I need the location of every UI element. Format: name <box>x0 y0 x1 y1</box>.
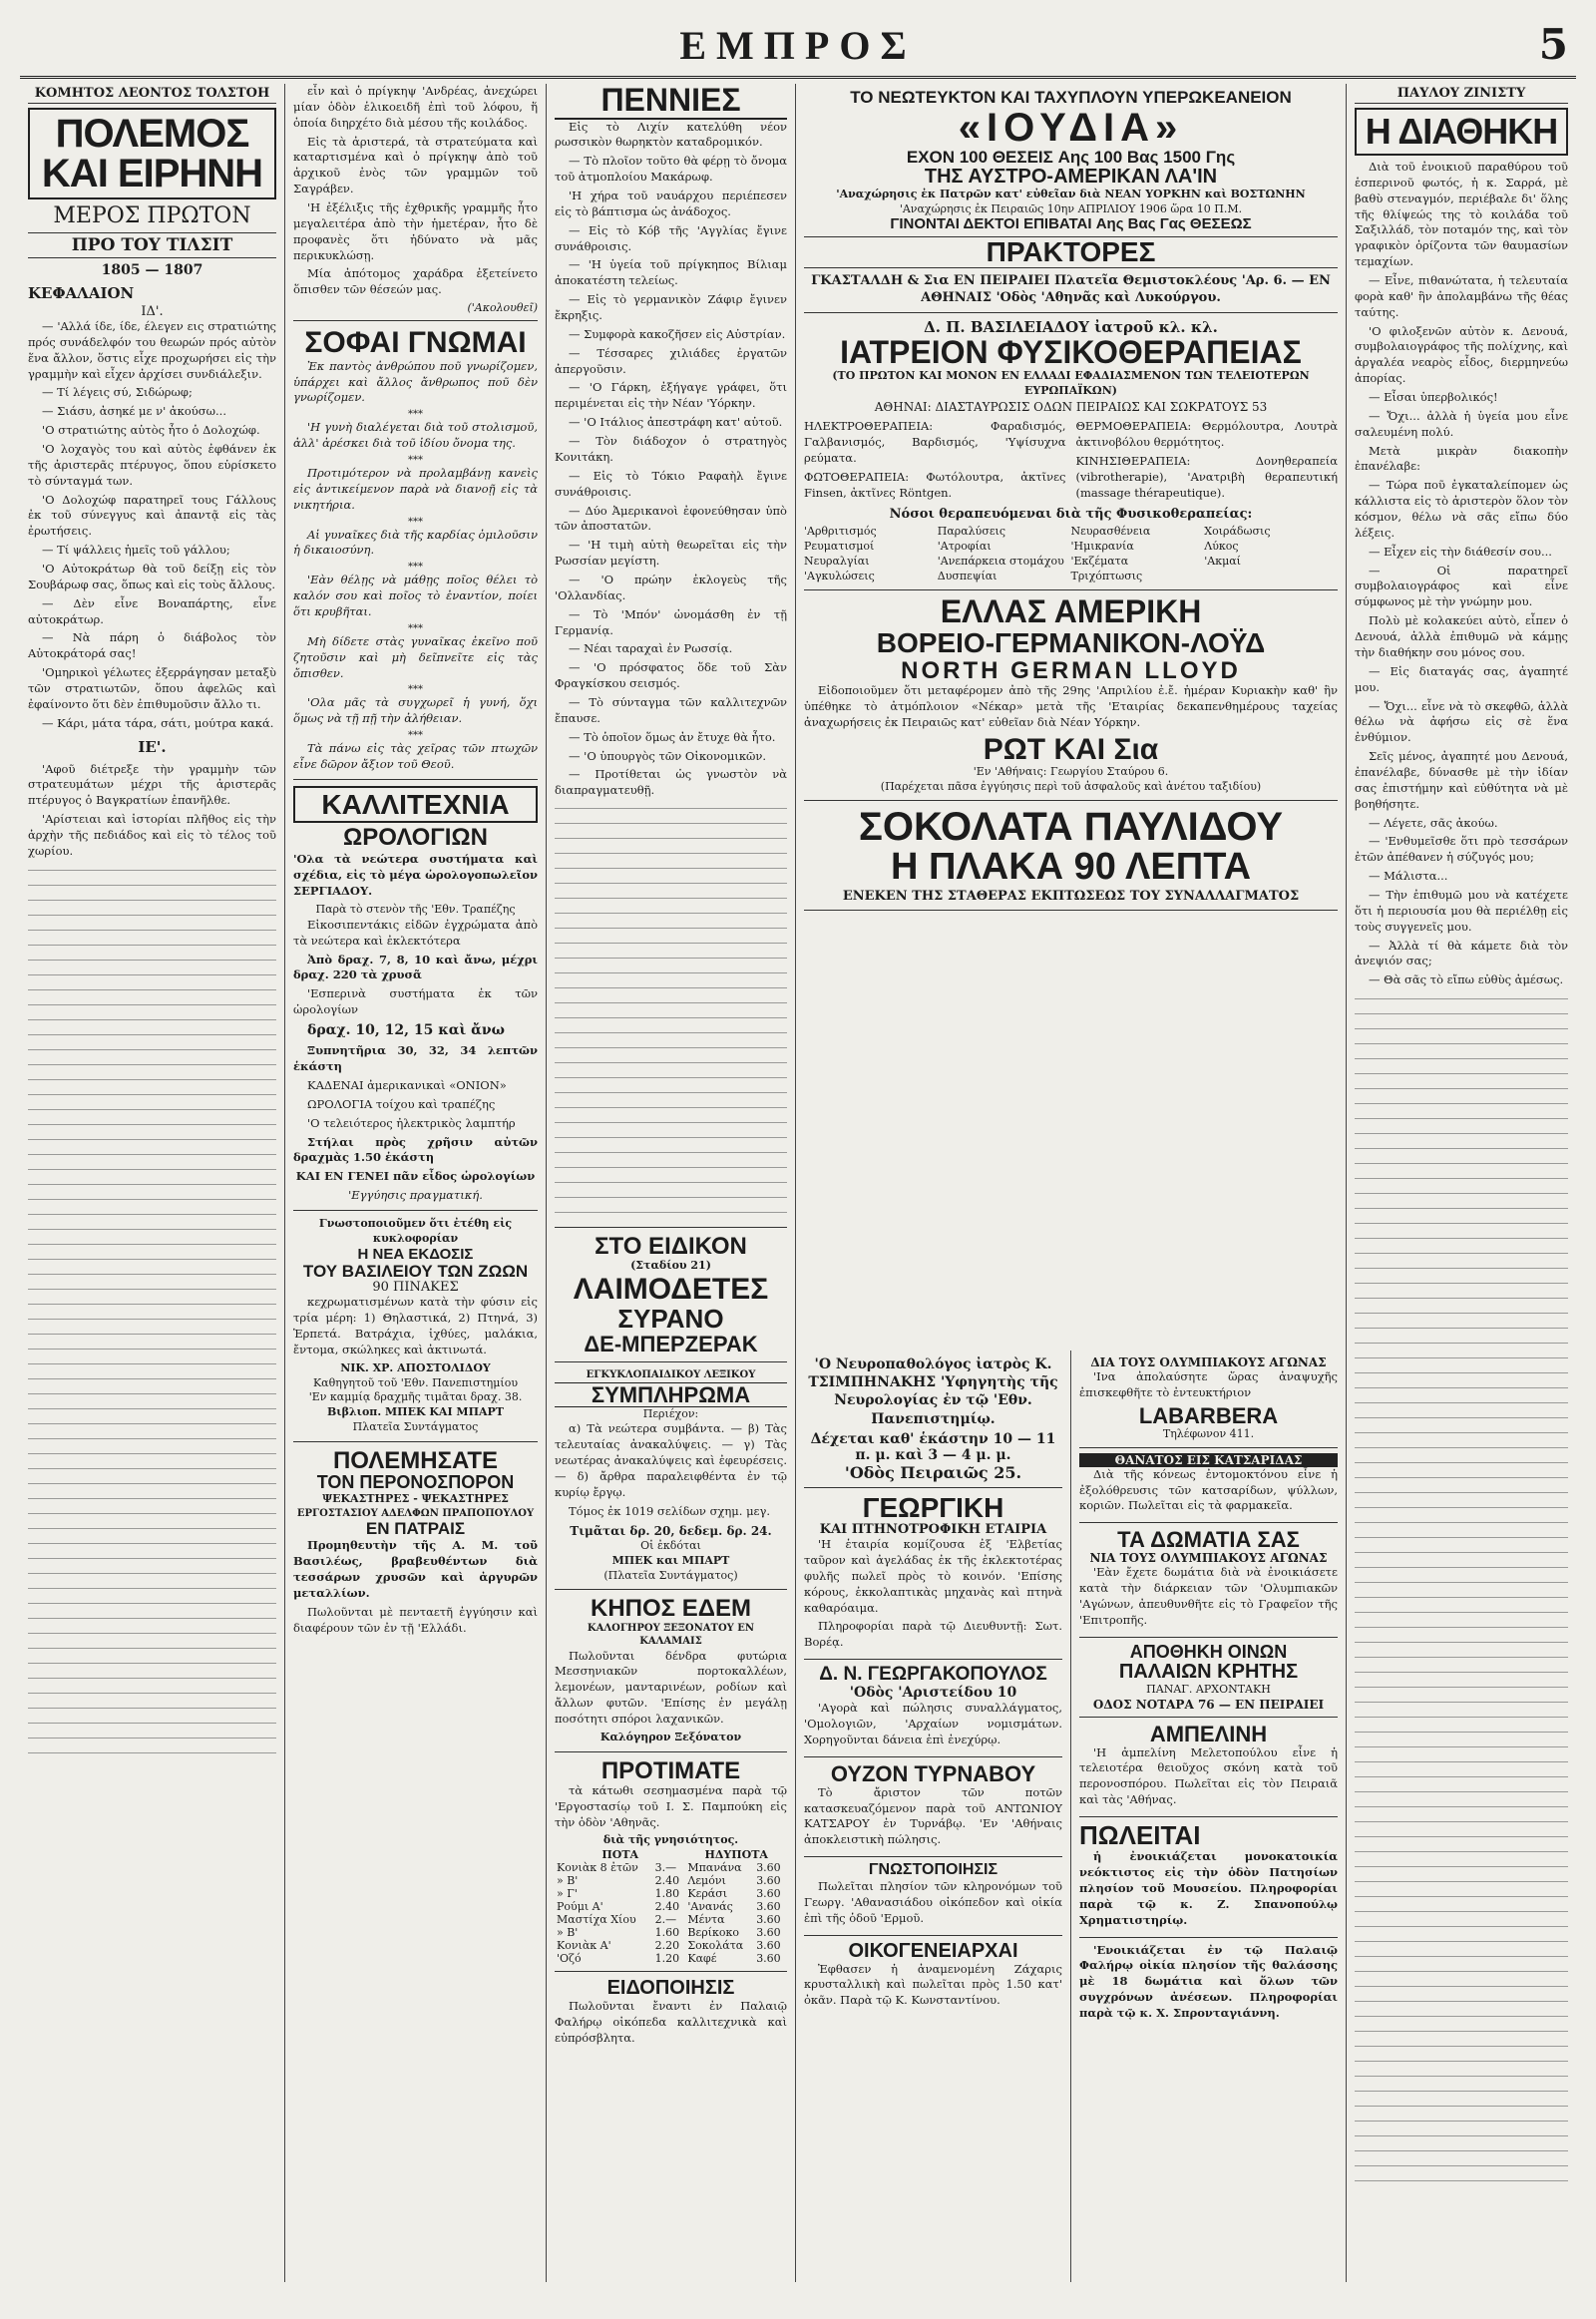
news-item: — 'Ο πρόσφατος ὅδε τοῦ Σὰν Φραγκίσκου σεισμός. <box>555 660 787 691</box>
announcement-ad <box>804 1857 1062 1935</box>
news-item: — 'Η ὑγεία τοῦ πρίγκηπος Βίλιαμ ἀποκατέστη τελείως. <box>555 257 787 288</box>
serial-subtitle: ΠΡΟ ΤΟΥ ΤΙΛΣΙΤ <box>28 232 276 258</box>
serial-author-2: ΠΑΥΛΟΥ ΖΙΝΙΣΤΥ <box>1355 84 1568 104</box>
tie-ad-top: ΣΤΟ ΕΙΔΙΚΟΝ <box>595 1233 747 1261</box>
news-item: 'Η χήρα τοῦ ναυάρχου περιέπεσεν εἰς τὸ βάπτισμα ὡς ἀνάδοχος. <box>555 189 787 218</box>
rent-text: 'Ενοικιάζεται ἐν τῷ Παλαιῷ Φαλήρῳ οἰκία πλησίον τῆς θαλάσσης μὲ 18 δωμάτια καὶ ὅλων τῶν συγχρόνων ἀνέσεων. Πληροφορίαι παρὰ τῷ κ. Χ. Σπρονταγιάννη. <box>1079 1942 1338 2021</box>
watch-ad-subtitle: ΩΡΟΛΟΓΙΩΝ <box>343 824 488 852</box>
agri-title: ΓΕΩΡΓΙΚΗ <box>862 1491 1004 1523</box>
agri-text: 'Η ἑταιρία κομίζουσα ἐξ 'Ελβετίας ταῦρον καὶ ἀγελάδας ἐκ τῆς ἐκλεκτοτέρας φυλῆς πωλεῖ πρὸς τὸ κοινόν. 'Επίσης κόρους, ἐκκολαπτικὰς μηχανὰς καὶ πτηνὰ καθαρόαιμα. <box>804 1537 1062 1615</box>
news-item: — 'Ο πρώην ἐκλογεὺς τῆς 'Ολλανδίας. <box>555 572 787 602</box>
news-item: — 'Ο ὑπουργὸς τῶν Οἰκονομικῶν. <box>569 748 767 763</box>
maxims-list: Ἐκ παντὸς ἀνθρώπου ποῦ γνωρίζομεν, ὑπάρχει καὶ ἄλλος ἄνθρωπος ποῦ δὲν γνωρίζομεν. *** 'Η γυνὴ διαλέγεται διὰ τοῦ στολισμοῦ, ἀλλ' ἀρέσκει διὰ τοῦ ἰδίου ὄνομα της. *** Προτιμότερον νὰ προλαμβάνῃ κανεὶς εἰς ἀντικείμενον παρὰ νὰ διανοῇ εἰς τὰ νικητήρια. *** Αἱ γυναῖκες διὰ τῆς καρδίας ὁμιλοῦσιν ἡ δικαιοσύνη. *** 'Εὰν θέλῃς νὰ μάθῃς ποῖος θέλει τὸ καλόν σου καὶ ποῖος τὸ ἐναντίον, ποίει ὅτι κρυβῆται. *** Μὴ δίδετε στὰς γυναῖκας ἐκεῖνο ποῦ ζητοῦσιν καὶ μὴ δεῖπνεῖτε εἰς τὰς ὄπισθεν. *** 'Ολα μᾶς τὰ συγχωρεῖ ἡ γυνή, ὅχι ὅμως νὰ τῇ πῇ τὴν ἀλήθειαν. *** Τὰ πάνω εἰς τὰς χεῖρας τῶν πτωχῶν εἶνε δῶρον ἄξιον τοῦ Θεοῦ. <box>293 358 538 771</box>
sprayer-ad-footer: Πωλοῦνται μὲ πενταετῆ ἐγγύησιν καὶ διαφέρουν τῶν ἐν τῇ 'Ελλάδι. <box>293 1604 538 1635</box>
paragraph: — Ὄχι... ἀλλὰ ἡ ὑγεία μου εἶνε σαλευμένη πολύ. <box>1355 408 1568 439</box>
maxim: Ἐκ παντὸς ἀνθρώπου ποῦ γνωρίζομεν, ὑπάρχει καὶ ἄλλος ἄνθρωπος ποῦ δὲν γνωρίζομεν. <box>293 358 538 405</box>
ampelini-ad <box>1079 1718 1338 1818</box>
book-shop: Βιβλιοπ. ΜΠΕΚ ΚΑΙ ΜΠΑΡΤ <box>327 1405 504 1419</box>
news-item: — Δύο Ἀμερικανοὶ ἐφονεύθησαν ὑπὸ τῶν ἀποστατῶν. <box>555 503 787 534</box>
news-item: — Τέσσαρες χιλιάδες ἐργατῶν ἀπεργοῦσιν. <box>555 345 787 376</box>
sale-title: ΠΩΛΕΙΤΑΙ <box>1079 1820 1201 1851</box>
clinic-title: ΙΑΤΡΕΙΟΝ ΦΥΣΙΚΟΘΕΡΑΠΕΙΑΣ <box>840 333 1302 370</box>
paragraph: Μετὰ μικρὰν διακοπὴν ἐπανέλαβε: <box>1355 443 1568 474</box>
agri-subtitle: ΚΑΙ ΠΤΗΝΟΤΡΟΦΙΚΗ ΕΤΑΙΡΙΑ <box>819 1522 1047 1538</box>
table-row: » Β' 2.40 Λεμόνι 3.60 <box>557 1874 781 1888</box>
paragraph: — Θὰ σᾶς τὸ εἴπω εὐθὺς ἀμέσως. <box>1369 972 1564 987</box>
lloyd-note: (Παρέχεται πᾶσα ἐγγύησις περὶ τοῦ ἀσφαλοῦς καὶ ἀνέτου ταξιδίου) <box>880 779 1262 793</box>
diseases-list: 'Αρθριτισμός Παραλύσεις Νευρασθένεια Χοιράδωσις Ρευματισμοί 'Ατροφίαι 'Ημικρανία Λύκος Νευραλγίαι 'Ανεπάρκεια στομάχου 'Εκζέματα 'Ακμαί 'Αγκυλώσεις Δυσπεψίαι Τριχόπτωσις <box>804 525 1271 582</box>
news-item: — Νέαι ταραχαὶ ἐν Ρωσσίᾳ. <box>569 641 733 656</box>
liquor-ad-text: τὰ κάτωθι σεσημασμένα παρὰ τῷ 'Εργοστασίῳ τοῦ Ι. Σ. Παμπούκη εἰς τὴν ὁδὸν 'Αθηνᾶς. <box>555 1782 787 1829</box>
ship-note: ΓΙΝΟΝΤΑΙ ΔΕΚΤΟΙ ΕΠΙΒΑΤΑΙ Aης Bας Γας ΘΕΣΕΩΣ <box>890 215 1252 233</box>
news-item: — 'Η τιμὴ αὐτὴ θεωρεῖται εἰς τὴν Ρωσσίαν μεγίστη. <box>555 538 787 569</box>
serial-body-2 <box>1355 160 1568 988</box>
paragraph: Μία ἀπότομος χαράδρα ἐξετείνετο ὅπισθεν τῶν θέσεών μας. <box>293 266 538 297</box>
book-count: 90 ΠΙΝΑΚΕΣ <box>372 1280 459 1296</box>
ship-route: 'Αναχώρησις ἐκ Πατρῶν κατ' εὐθεῖαν διὰ ΝΕΑΝ ΥΟΡΚΗΝ καὶ ΒΟΣΤΩΝΗΝ <box>836 187 1306 200</box>
paragraph: Διὰ τοῦ ἐνοικιοῦ παραθύρου τοῦ ἑσπερινοῦ φωτός, ἡ κ. Σαρρά, μὲ βαθὺ στεναγμόν, περιέβαλε δι' ὅλης τῆς θλίψεώς της τὸ κοιλάδα τοῦ Σαξιλλάδ, τὸν ποταμόν της, καὶ τὸν γραφικὸν ὁρίζοντα τῶν θαυμασίων τεμαχίων. <box>1355 160 1568 269</box>
paragraph: 'Ομηρικοὶ γέλωτες ἐξερράγησαν μεταξὺ τῶν στρατιωτῶν, ὅπου ἀφελῶς καὶ ἐφαίνοντο ὅτι δὲν ἐπιθυμοῦσιν ἄλλο τι. <box>28 665 276 711</box>
column-5 <box>1347 84 1576 2282</box>
news-item: Εἰς τὸ Λιχίν κατελύθη νέον ρωσσικὸν θωρηκτὸν καταδρομικόν. <box>555 119 787 150</box>
garden-ad-text: Πωλοῦνται δένδρα φυτώρια Μεσσηνιακῶν πορτοκαλλέων, λεμονέων, μανταρινέων, ροδίων καὶ ἄλλων φυτῶν. 'Επίσης ἐν μεγάλῃ ποσότητι σπόροι λαχανικῶν. <box>555 1648 787 1726</box>
paragraph: 'Ο Δολοχώφ παρατηρεῖ τους Γάλλους ἐκ τοῦ σύνεγγυς καὶ ἀπαντᾷ εἰς τὰς ἐρωτήσεις. <box>28 492 276 539</box>
lexicon-publisher-address: (Πλατεῖα Συντάγματος) <box>603 1568 738 1582</box>
watch-item: Ἀπὸ δραχ. 7, 8, 10 καὶ ἄνω, μέχρι δραχ. 220 τὰ χρυσᾶ <box>293 952 538 982</box>
tie-ad-main-2: ΣΥΡΑΝΟ <box>617 1303 724 1334</box>
neurologist-address: 'Οδὸς Πειραιῶς 25. <box>844 1462 1022 1482</box>
olympic-phone: Τηλέφωνον 411. <box>1162 1426 1255 1440</box>
tie-ad-address: (Σταδίου 21) <box>630 1259 711 1273</box>
lloyd-heading: ΕΛΛΑΣ ΑΜΕΡΙΚΗ <box>940 592 1202 629</box>
lexicon-volume: Τόμος ἐκ 1019 σελίδων σχημ. μεγ. <box>569 1503 771 1518</box>
table-row: 'Οζό 1.20 Καφέ 3.60 <box>557 1952 781 1966</box>
paragraph: — 'Αλλά ίδε, ίδε, έλεγεν εις στρατιώτης πρός συνάδελφόν του θεωρών πρός αὐτὸν ἕνα ἄλλον, ὅστις εἶχε προχωρήσει εἰς τὴν γραμμὴν καὶ εἶχεν ἀρχίσει συνδιάλεξιν. <box>28 319 276 381</box>
chocolate-subtitle: ΕΝΕΚΕΝ ΤΗΣ ΣΤΑΘΕΡΑΣ ΕΚΠΤΩΣΕΩΣ ΤΟΥ ΣΥΝΑΛΛΑΓΜΑΤΟΣ <box>842 888 1300 904</box>
paragraph: — Δὲν εἶνε Βοναπάρτης, εἶνε αὐτοκράτωρ. <box>28 595 276 626</box>
sale-text: ἡ ἐνοικιάζεται μονοκατοικία νεόκτιστος εἰς τὴν ὁδὸν Πατησίων πλησίον τοῦ Μουσείου. Πληροφορίαι παρὰ τῷ κ. Ζ. Σπανοπούλῳ Χρηματιστηρίῳ. <box>1079 1849 1338 1927</box>
watch-item: δραχ. 10, 12, 15 καὶ ἄνω <box>307 1022 505 1039</box>
chocolate-ad <box>804 801 1338 911</box>
paragraph: — Σιάσυ, ἀσηκέ με ν' ἀκούσω... <box>42 404 226 419</box>
news-item: — Τὸ ὁποῖον ὅμως ἀν ἔτυχε θὰ ἦτο. <box>569 729 776 744</box>
maxims-title: ΣΟΦΑΙ ΓΝΩΜΑΙ <box>304 326 527 360</box>
wine-owner: ΠΑΝΑΓ. ΑΡΧΟΝΤΑΚΗ <box>1146 1682 1271 1696</box>
lloyd-agents-address: 'Εν 'Αθήναις: Γεωργίου Σταύρου 6. <box>973 765 1169 778</box>
exchange-text: 'Αγορὰ καὶ πώλησις συναλλάγματος, 'Ομολογιῶν, 'Αρχαίων νομισμάτων. Χορηγοῦνται δάνεια ἐπὶ ἐνεχύρῳ. <box>804 1701 1062 1746</box>
paragraph: — Εἶχεν εἰς τὴν διάθεσίν σου... <box>1369 544 1552 559</box>
sprayer-ad-sub-1: ΨΕΚΑΣΤΗΡΕΣ - ΨΕΚΑΣΤΗΡΕΣ <box>322 1492 509 1506</box>
column-4-right <box>1071 1351 1346 2282</box>
paragraph: Εἰς τὰ ἀριστερά, τὰ στρατεύματα καὶ καταρτισμένα καὶ ὁ πρίγκηψ ἀπὸ τοῦ ἀρχικοῦ ἐνὸς τῶν γραμμῶν τοῦ Σαγράβεν. <box>293 134 538 196</box>
newspaper-title: ΕΜΠΡΟΣ <box>679 23 917 68</box>
to-be-continued: ('Ακολουθεῖ) <box>467 301 538 315</box>
sugar-title: ΟΙΚΟΓΕΝΕΙΑΡΧΑΙ <box>848 1939 1018 1962</box>
text-continuation <box>28 864 276 1761</box>
liquor-ad-title: ΠΡΟΤΙΜΑΤΕ <box>600 1756 741 1784</box>
ampelini-text: 'Η ἀμπελίνη Μελετοπούλου εἶνε ἡ τελειοτέρα θειοῦχος σκόνη κατὰ τοῦ περονοσπόρου. Πωλεῖται εἰς τὸν Πειραιᾶ καὶ τὰς 'Αθήνας. <box>1079 1744 1338 1807</box>
sprayer-ad-title-1: ΠΟΛΕΜΗΣΑΤΕ <box>332 1447 499 1474</box>
agents-title: ΠΡΑΚΤΟΡΕΣ <box>804 236 1338 267</box>
watch-item: Ξυπνητῆρια 30, 32, 34 λεπτῶν ἑκάστη <box>293 1043 538 1074</box>
agri-ad <box>804 1488 1062 1660</box>
watch-item: 'Εσπερινὰ συστήματα ἐκ τῶν ὡρολογίων <box>293 986 538 1017</box>
paragraph: — Εἶνε, πιθανώτατα, ἡ τελευταία φορὰ καθ' ἣν ἀπολαμβάνω τῆς θέας ταύτης. <box>1355 273 1568 319</box>
sprayer-ad-city: ΕΝ ΠΑΤΡΑΙΣ <box>365 1519 466 1539</box>
paragraph: — Τὴν ἐπιθυμῶ μου νὰ κατέχετε ὅτι ἡ περιουσία μου θὰ περιέλθῃ εἰς τοὺς συγγενεῖς μου. <box>1355 887 1568 934</box>
paragraph: — Εἰς διαταγάς σας, ἀγαπητέ μου. <box>1355 663 1568 694</box>
maxim: Αἱ γυναῖκες διὰ τῆς καρδίας ὁμιλοῦσιν ἡ δικαιοσύνη. <box>293 527 538 558</box>
insecticide-title: ΘΑΝΑΤΟΣ ΕΙΣ ΚΑΤΣΑΡΙΔΑΣ <box>1079 1453 1338 1467</box>
lexicon-publisher-name: ΜΠΕΚ και ΜΠΑΡΤ <box>611 1553 730 1567</box>
book-author-title: Καθηγητοῦ τοῦ 'Εθν. Πανεπιστημίου <box>312 1375 519 1389</box>
paragraph: 'Ο φιλοξενῶν αὐτὸν κ. Δενουά, συμβολαιογράφος τῆς πολίχνης, καὶ ἀργαλέα νεαρὸς εἶδος, διερμηνεύω ἀπορίας. <box>1355 323 1568 386</box>
wine-address: ΟΔΟΣ ΝΟΤΑΡΑ 76 — ΕΝ ΠΕΙΡΑΙΕΙ <box>1092 1697 1325 1712</box>
news-item: — Εἰς τὸ Κόβ τῆς 'Αγγλίας ἔγινε συνάθροισις. <box>555 222 787 253</box>
lexicon-contains: Περιέχον: <box>642 1406 699 1420</box>
table-row: » Β' 1.60 Βερίκοκο 3.60 <box>557 1926 781 1940</box>
book-notice: Γνωστοποιοῦμεν ὅτι ἐτέθη εἰς κυκλοφορίαν <box>318 1217 513 1245</box>
news-item: — Συμφορὰ κακοζῆσεν εἰς Αὐστρίαν. <box>569 326 786 341</box>
price-header: ΠΟΤΑ <box>601 1848 639 1862</box>
ouzo-text: Τὸ ἄριστον τῶν ποτῶν κατασκευαζόμενον παρὰ τοῦ ΑΝΤΩΝΙΟΥ ΚΑΤΣΑΡΟΥ ἐν Τυρνάβῳ. 'Εν 'Αθήναις ἀποκλειστικὴ πώλησις. <box>804 1784 1062 1847</box>
column-4-left <box>796 1351 1071 2282</box>
serial-part: ΜΕΡΟΣ ΠΡΩΤΟΝ <box>53 203 251 228</box>
table-row: Ρούμι Α' 2.40 'Ανανάς 3.60 <box>557 1900 781 1914</box>
garden-ad-contact: Καλόγηρον Ξεξόνατον <box>599 1730 742 1743</box>
table-row: Κονιὰκ 8 ἐτῶν 3.— Μπανάνα 3.60 <box>557 1861 781 1875</box>
paragraph: — Ἀλλὰ τί θὰ κάμετε διὰ τὸν ἀνεψιόν σας; <box>1355 938 1568 968</box>
paragraph: εἶν καὶ ὁ πρίγκηψ 'Ανδρέας, ἀνεχώρει μίαν ὁδὸν ἑλικοειδῆ ἐπὶ τοῦ λόφου, ἥ ὁποία διηρχέτο διὰ μέσου τῆς κοιλάδος. <box>293 84 538 130</box>
news-item: — 'Ο Ιτάλιος ἀπεστράφη κατ' αὐτοῦ. <box>569 415 783 430</box>
notice-text: Πωλοῦνται ἔναντι ἐν Παλαιῷ Φαλήρῳ οἰκόπεδα καλλιτεχνικὰ καὶ εὐπρόσβλητα. <box>555 1999 787 2045</box>
maxim: Τὰ πάνω εἰς τὰς χεῖρας τῶν πτωχῶν εἶνε δῶρον ἄξιον τοῦ Θεοῦ. <box>293 741 538 771</box>
clinic-ad <box>804 313 1338 590</box>
news-item: — Εἰς τὸ γερμανικὸν Ζάφιρ ἔγινεν ἔκρηξις. <box>555 292 787 323</box>
garden-ad-subtitle: ΚΑΛΟΓΗΡΟΥ ΞΕΞΟΝΑΤΟΥ ΕΝ ΚΑΛΑΜΑΙΣ <box>587 1622 755 1648</box>
ouzo-title: ΟΥΖΟΝ ΤΥΡΝΑΒΟΥ <box>830 1760 1036 1786</box>
text-continuation <box>555 802 787 1221</box>
page-number: 5 <box>1538 20 1568 69</box>
maxim: Μὴ δίδετε στὰς γυναῖκας ἐκεῖνο ποῦ ζητοῦσιν καὶ μὴ δεῖπνεῖτε εἰς τὰς ὄπισθεν. <box>293 633 538 680</box>
book-text: κεχρωματισμένων κατὰ τὴν φύσιν εἰς τρία μέρη: 1) Θηλαστικά, 2) Πτηνά, 3) Ἑρπετά. Βατράχια, ἰχθύες, μαλάκια, ἔντομα, σκώληκες καὶ ἀκτινωτά. <box>293 1295 538 1356</box>
paragraph: 'Αρίστειαι καὶ ἱστορίαι πλῆθος εἰς τὴν ἀρχὴν τῆς πεδιάδος καὶ εἰς τὸ τέλος τοῦ χωρίου. <box>28 812 276 858</box>
serial-years: 1805 — 1807 <box>101 262 203 278</box>
lexicon-text: α) Τὰ νεώτερα συμβάντα. — β) Τὰς τελευταίας ἀνακαλύψεις. — γ) Τὰς νεωτέρας ἀνακαλύψεις καὶ ἐφευρέσεις. — δ) ἄρθρα παραλειφθέντα ἐν τῷ κυρίῳ ἔργῳ. <box>555 1421 787 1499</box>
ship-name: «ΙΟΥΔΙΑ» <box>958 105 1184 150</box>
lloyd-agents: ΡΩΤ ΚΑΙ Σια <box>983 732 1159 766</box>
chapter-label: ΚΕΦΑΛΑΙΟΝ <box>28 284 135 302</box>
book-shop-address: Πλατεῖα Συντάγματος <box>352 1420 479 1434</box>
paragraph: — Τί λέγεις σύ, Σιδώρωφ; <box>42 385 193 400</box>
wine-subtitle: ΠΑΛΑΙΩΝ ΚΡΗΤΗΣ <box>1118 1660 1299 1683</box>
serial-author: ΚΟΜΗΤΟΣ ΛΕΟΝΤΟΣ ΤΟΛΣΤΟΗ <box>28 84 276 104</box>
sprayer-ad-sub-2: ΕΡΓΟΣΤΑΣΙΟΥ ΑΔΕΛΦΩΝ ΠΡΑΠΟΠΟΥΛΟΥ <box>296 1507 535 1519</box>
column-4-ads <box>796 84 1347 2282</box>
notice-title: ΕΙΔΟΠΟΙΗΣΙΣ <box>606 1977 735 2000</box>
watch-item: Εἰκοσιπεντάκις εἰδῶν ἐγχρώματα ἀπὸ τὰ νεώτερα καὶ ἐκλεκτότερα <box>293 917 538 948</box>
ouzo-ad <box>804 1757 1062 1858</box>
rooms-ad <box>1079 1523 1338 1638</box>
lloyd-text: Εἰδοποιοῦμεν ὅτι μεταφέρομεν ἀπὸ τῆς 29ης 'Απριλίου ἐ.ἔ. ἡμέραν Κυριακὴν καθ' ἣν ὑπέθηκε τὸ ἀτμόπλοιον «Νέκαρ» μετὰ τῆς 'Εταιρίας δεκαπενθημέρους ταχείας ἀναχωρήσεις ἐκ Πειραιῶς κατ' εὐθεῖαν διὰ Νέαν Υόρκην. <box>804 682 1338 729</box>
news-item: — Τὸν διάδοχον ὁ στρατηγὸς Κονιτάκη. <box>555 434 787 464</box>
sprayer-ad-text: Προμηθευτὴν τῆς Α. Μ. τοῦ Βασιλέως, βραβευθέντων διὰ τεσσάρων χρυσῶν καὶ ἀργυρῶν μεταλλίων. <box>293 1538 538 1600</box>
paragraph: Πολὺ μὲ κολακεύει αὐτὸ, εἶπεν ὁ Δενουά, ἀλλὰ ἐπιθυμῶ νὰ κάμῃς τὴν διαθήκην σου μόνος σου. <box>1355 613 1568 659</box>
masthead <box>20 18 1576 79</box>
maxim: Προτιμότερον νὰ προλαμβάνῃ κανεὶς εἰς ἀντικείμενον παρὰ νὰ διανοῇ εἰς τὰ νικητήρια. <box>293 465 538 512</box>
maxim: 'Εὰν θέλῃς νὰ μάθῃς ποῖος θέλει τὸ καλόν σου καὶ ποῖος τὸ ἐναντίον, ποίει ὅτι κρυβῆται. <box>293 573 538 618</box>
exchange-title: Δ. Ν. ΓΕΩΡΓΑΚΟΠΟΥΛΟΣ <box>819 1664 1047 1686</box>
rooms-subtitle: ΝΙΑ ΤΟΥΣ ΟΛΥΜΠΙΑΚΟΥΣ ΑΓΩΝΑΣ <box>1089 1551 1328 1566</box>
chocolate-price: Η ΠΛΑΚΑ 90 ΛΕΠΤΑ <box>890 845 1252 888</box>
column-2 <box>285 84 547 2282</box>
tie-ad-main-3: ΔΕ-ΜΠΕΡΖΕΡΑΚ <box>584 1331 758 1356</box>
maxim: 'Ολα μᾶς τὰ συγχωρεῖ ἡ γυνή, ὅχι ὅμως νὰ τῇ πῇ τὴν ἀλήθειαν. <box>293 695 538 726</box>
maxim: 'Η γυνὴ διαλέγεται διὰ τοῦ στολισμοῦ, ἀλλ' ἀρέσκει διὰ τοῦ ἰδίου ὄνομα της. <box>293 420 538 451</box>
ship-spec: ΕΧΟΝ 100 ΘΕΣΕΙΣ Aης 100 Bας 1500 Γης <box>906 147 1236 167</box>
news-item: — Προτίθεται ὡς γνωστὸν νὰ διαπραγματευθῇ. <box>555 767 787 798</box>
sprayer-ad-title-2: ΤΟΝ ΠΕΡΟΝΟΣΠΟΡΟΝ <box>316 1472 515 1493</box>
wine-title: ΑΠΟΘΗΚΗ ΟΙΝΩΝ <box>1129 1641 1288 1662</box>
watch-item: 'Ο τελειότερος ἠλεκτρικὸς λαμπτήρ <box>307 1115 516 1130</box>
paragraph: — Κάρι, μάτα τάρα, σάτι, μούτρα κακά. <box>42 715 274 730</box>
paragraph: 'Η ἐξέλιξις τῆς ἐχθρικῆς γραμμῆς ἦτο μεγαλειτέρα ἀπὸ τὴν ἡμετέραν, ἦτο δὲ προφανὲς ὅτι ἠδύνατο νὰ μᾶς περικυκλώσῃ. <box>293 200 538 262</box>
news-item: — Εἰς τὸ Τόκιο Ραφαὴλ ἔγινε συνάθροισις. <box>555 468 787 499</box>
paragraph: 'Ο Αὐτοκράτωρ θὰ τοῦ δείξῃ εἰς τὸν Σουβάρωφ σας, ὅπως καὶ εἰς τοὺς ἄλλους. <box>28 562 276 591</box>
ampelini-title: ΑΜΠΕΛΙΝΗ <box>1149 1721 1268 1746</box>
paragraph: — Νὰ πάρη ὁ διάβολος τὸν Αὐτοκράτορά σας! <box>28 630 276 661</box>
paragraph: Σεῖς μένος, ἀγαπητέ μου Δενουά, ἐπανέλαβε, δύνασθε μὲ τὴν ἰδίαν σας ἐπιστήμην καὶ εὐθύτητα νὰ μὲ βοηθήσητε. <box>1355 749 1568 811</box>
olympic-brand: LABARBERA <box>1138 1402 1279 1428</box>
exchange-address: 'Οδὸς 'Αριστείδου 10 <box>849 1685 1017 1702</box>
therapy-item: ΦΩΤΟΘΕΡΑΠΕΙΑ: Φωτόλουτρα, ἀκτῖνες Finsen, ἀκτῖνες Röntgen. <box>804 469 1066 500</box>
olympic-ad <box>1079 1351 1338 1448</box>
book-title-1: Η ΝΕΑ ΕΚΔΟΣΙΣ <box>357 1245 474 1263</box>
paragraph: 'Ο λοχαγὸς του καὶ αὐτὸς ἐφθάνεν ἐκ τῆς ἀριστερᾶς πτέρυγος, ὅπου εὑρίσκετο τὸ σύνταγμά των. <box>28 442 276 488</box>
table-row: Μαστίχα Χίου 2.— Μέντα 3.60 <box>557 1913 781 1927</box>
section-marker: ΙΕ'. <box>138 737 167 756</box>
price-header: ΗΔΥΠΟΤΑ <box>704 1848 768 1862</box>
exchange-ad <box>804 1660 1062 1757</box>
watch-ad-items <box>293 918 538 1204</box>
sale-ad <box>1079 1817 1338 1938</box>
serial-body <box>28 319 276 860</box>
news-item: — Τὸ σύνταγμα τῶν καλλιτεχνῶν ἔπαυσε. <box>555 694 787 725</box>
announcement-text: Πωλεῖται πλησίον τῶν κληρονόμων τοῦ Γεωργ. 'Αθανασιάδου οἰκόπεδον καὶ οἰκία ἐπὶ τῆς ὁδοῦ 'Ερμοῦ. <box>804 1879 1062 1925</box>
sugar-text: Ἐφθασεν ἡ ἀναμενομένη Ζάχαρις κρυσταλλικὴ καὶ πωλεῖται πρὸς 1.50 κατ' ὀκᾶν. Παρὰ τῷ Κ. Κωνσταντίνου. <box>804 1961 1062 2008</box>
column-1 <box>20 84 285 2282</box>
watch-ad-location: Παρὰ τὸ στενὸν τῆς 'Εθν. Τραπέζης <box>315 903 516 917</box>
price-table <box>555 1848 787 1965</box>
news-item: — Τὸ 'Μπόν' ὠνομάσθη ἐν τῇ Γερμανίᾳ. <box>555 606 787 637</box>
lloyd-ad <box>804 590 1338 801</box>
ship-date: 'Αναχώρησις ἐκ Πειραιῶς 10ην ΑΠΡΙΛΙΟΥ 1906 ὥρα 10 Π.Μ. <box>899 201 1243 215</box>
insecticide-text: Διὰ τῆς κόνεως ἐντομοκτόνου εἶνε ἡ ἐξολόθρευσις τῶν κατσαρίδων, ψύλλων, κοριῶν. Πωλεῖται εἰς τὰ φαρμακεῖα. <box>1079 1466 1338 1513</box>
lexicon-title: ΕΓΚΥΚΛΟΠΑΙΔΙΚΟΥ ΛΕΞΙΚΟΥ <box>586 1369 756 1381</box>
watch-item: ΚΑΔΕΝΑΙ ἀμερικανικαὶ «ONION» <box>307 1078 507 1093</box>
chapter-number: ΙΔ'. <box>141 304 164 319</box>
lexicon-price: Τιμᾶται δρ. 20, δεδεμ. δρ. 24. <box>570 1523 772 1538</box>
lloyd-name-greek: ΒΟΡΕΙΟ-ΓΕΡΜΑΝΙΚΟΝ-ΛΟΫΔ <box>876 627 1266 659</box>
watch-ad-lead: 'Ολα τὰ νεώτερα συστήματα καὶ σχέδια, εἰς τὸ μέγα ὡρολογοπωλεῖον ΣΕΡΓΙΑΔΟΥ. <box>293 852 538 899</box>
news-title: ΠΕΝΝΙΕΣ <box>555 84 787 120</box>
lexicon-headline: ΣΥΜΠΛΗΡΩΜΑ <box>555 1382 787 1407</box>
chocolate-title: ΣΟΚΟΛΑΤΑ ΠΑΥΛΙΔΟΥ <box>858 804 1284 849</box>
rent-ad <box>1079 1938 1338 2030</box>
tie-ad-main-1: ΛΑΙΜΟΔΕΤΕΣ <box>573 1273 769 1307</box>
paragraph: 'Ο στρατιώτης αὐτὸς ἦτο ὁ Δολοχώφ. <box>42 423 260 438</box>
neurologist-ad <box>804 1351 1062 1488</box>
book-title-2: ΤΟΥ ΒΑΣΙΛΕΙΟΥ ΤΩΝ ΖΩΩΝ <box>302 1261 529 1281</box>
wine-ad <box>1079 1638 1338 1718</box>
text-continuation <box>1355 992 1568 2189</box>
book-price: 'Εν καμμίᾳ δραχμῆς τιμᾶται δραχ. 38. <box>308 1390 523 1404</box>
book-author: ΝΙΚ. ΧΡ. ΑΠΟΣΤΟΛΙΔΟΥ <box>340 1360 491 1374</box>
serial-headline-2: Η ΔΙΑΘΗΚΗ <box>1355 108 1568 156</box>
rooms-title: ΤΑ ΔΩΜΑΤΙΑ ΣΑΣ <box>1117 1527 1300 1553</box>
agents-text: ΓΚΑΣΤΑΛΔΗ & Σια ΕΝ ΠΕΙΡΑΙΕΙ Πλατεῖα Θεμιστοκλέους 'Αρ. 6. — ΕΝ ΑΘΗΝΑΙΣ 'Οδὸς 'Αθηνᾶς καὶ Λυκούργου. <box>811 272 1331 306</box>
paragraph: — Εἶσαι ὑπερβολικός! <box>1369 390 1498 405</box>
paragraph: — Λέγετε, σᾶς ἀκούω. <box>1369 815 1498 830</box>
paragraph: 'Αφοῦ διέτρεξε τὴν γραμμὴν τῶν στρατευμάτων μέχρι τῆς ἀριστερᾶς πτέρυγος ὁ Βαγκρατίων ἐπανῆλθε. <box>28 761 276 808</box>
sugar-ad <box>804 1936 1062 2018</box>
paragraph: — Μάλιστα... <box>1369 869 1448 884</box>
therapy-item: ΚΙΝΗΣΙΘΕΡΑΠΕΙΑ: Δονηθεραπεία (vibrotherapie), 'Ανατριβὴ θεραπευτική (massage thérapeutique). <box>1075 453 1338 500</box>
clinic-address: ΑΘΗΝΑΙ: ΔΙΑΣΤΑΥΡΩΣΙΣ ΟΔΩΝ ΠΕΙΡΑΙΩΣ ΚΑΙ ΣΩΚΡΑΤΟΥΣ 53 <box>874 399 1268 414</box>
news-item: — 'Ο Γάρκη, ἐξήγαγε γράφει, ὅτι περιμένεται εἰς τὴν Νέαν 'Υόρκην. <box>555 380 787 411</box>
column-3 <box>547 84 796 2282</box>
table-row: Κονιὰκ Α' 2.20 Σοκολάτα 3.60 <box>557 1939 781 1953</box>
doctor-name: Δ. Π. ΒΑΣΙΛΕΙΑΔΟΥ ἰατροῦ κλ. κλ. <box>924 317 1218 336</box>
watch-item: ΩΡΟΛΟΓΙΑ τοίχου καὶ τραπέζης <box>307 1096 496 1111</box>
lexicon-publishers: Οἱ ἐκδόται <box>640 1538 701 1552</box>
table-row: » Γ' 1.80 Κεράσι 3.60 <box>557 1887 781 1901</box>
paragraph: — Τί ψάλλεις ἡμεῖς τοῦ γάλλου; <box>42 543 230 558</box>
watch-item: ΚΑΙ ΕΝ ΓΕΝΕΙ πᾶν εἶδος ὡρολογίων <box>295 1169 536 1184</box>
diseases-title: Νόσοι θεραπευόμεναι διὰ τῆς Φυσικοθεραπείας: <box>889 507 1253 523</box>
agri-contact: Πληροφορίαι παρὰ τῷ Διευθυντῇ: Σωτ. Βορέᾳ. <box>804 1619 1062 1650</box>
news-item: — Τὸ πλοῖον τοῦτο θὰ φέρῃ τὸ ὄνομα τοῦ ἀτμοπλοίου Μακάρωφ. <box>555 154 787 185</box>
garden-ad-title: ΚΗΠΟΣ ΕΔΕΜ <box>591 1595 751 1623</box>
olympic-text: 'Ινα ἀπολαύσητε ὥρας ἀναψυχῆς ἐπισκεφθῆτε τὸ ἐντευκτήριον <box>1079 1369 1338 1399</box>
ship-ad-banner: ΤΟ ΝΕΩΤΕΥΚΤΟΝ ΚΑΙ ΤΑΧΥΠΛΟΥΝ ΥΠΕΡΩΚΕΑΝΕΙΟΝ <box>850 88 1292 107</box>
paragraph: — Ὄχι... εἶνε νὰ τὸ σκεφθῶ, ἀλλὰ θέλω νὰ ἀφήσω εἰς σὲ ἕνα ἐνθύμιον. <box>1355 698 1568 745</box>
neurologist-hours: Δέχεται καθ' ἑκάστην 10 — 11 π. μ. καὶ 3 — 4 μ. μ. <box>810 1430 1056 1463</box>
olympic-title: ΔΙΑ ΤΟΥΣ ΟΛΥΜΠΙΑΚΟΥΣ ΑΓΩΝΑΣ <box>1090 1355 1327 1369</box>
paragraph: — Τώρα ποῦ ἐγκαταλείπομεν ὡς κάλλιστα εἰς τὸ ἀριστερὸν ὅλον τὸν κόσμον, θέλω νὰ σᾶς εἴπω δύο λέξεις. <box>1355 478 1568 540</box>
paragraph: — Οἱ παρατηρεῖ συμβολαιογράφος καὶ εἶνε σύμφωνος μὲ τὴν γνώμην μου. <box>1355 563 1568 609</box>
therapy-item: ΗΛΕΚΤΡΟΘΕΡΑΠΕΙΑ: Φαραδισμός, Γαλβανισμός, Βαρδισμός, 'Υψίσυχνα ρεύματα. <box>804 419 1066 465</box>
news-items <box>555 120 787 800</box>
rooms-text: 'Εὰν ἔχετε δωμάτια διὰ νὰ ἐνοικιάσετε κατὰ τὴν διάρκειαν τῶν 'Ολυμπιακῶν 'Αγώνων, ἀπευθυνθῆτε εἰς τὸ Γραφεῖον τῆς 'Επιτροπῆς. <box>1079 1565 1338 1627</box>
liquor-ad-sub: διὰ τῆς γνησιότητος. <box>602 1833 739 1847</box>
clinic-subtitle: (ΤΟ ΠΡΩΤΟΝ ΚΑΙ ΜΟΝΟΝ ΕΝ ΕΛΛΑΔΙ ΕΦΑΔΙΑΣΜΕΝΟΝ ΤΩΝ ΤΕΛΕΙΟΤΕΡΩΝ ΕΥΡΩΠΑΪΚΩΝ) <box>832 369 1310 398</box>
ship-ad <box>804 84 1338 313</box>
serial-headline: ΠΟΛΕΜΟΣ ΚΑΙ ΕΙΡΗΝΗ <box>28 108 276 199</box>
therapy-item: ΘΕΡΜΟΘΕΡΑΠΕΙΑ: Θερμόλουτρα, Λουτρὰ ἀκτινοβόλου θερμότητος. <box>1075 419 1338 449</box>
newspaper-page <box>20 18 1576 2282</box>
announcement-title: ΓΝΩΣΤΟΠΟΙΗΣΙΣ <box>868 1861 998 1879</box>
watch-item: 'Εγγύησις πραγματική. <box>348 1188 483 1203</box>
watch-item: Στήλαι πρὸς χρῆσιν αὐτῶν δραχμὰς 1.50 ἑκάστη <box>293 1134 538 1165</box>
ship-company: ΤΗΣ ΑΥΣΤΡΟ-ΑΜΕΡΙΚΑΝ ΛΑ'ΙΝ <box>924 165 1218 188</box>
watch-ad-title: ΚΑΛΛΙΤΕΧΝΙΑ <box>293 786 538 823</box>
lloyd-name-english: NORTH GERMAN LLOYD <box>901 656 1241 684</box>
insecticide-ad <box>1079 1448 1338 1524</box>
neurologist-text: 'Ο Νευροπαθολόγος ἰατρὸς Κ. ΤΣΙΜΠΗΝΑΚΗΣ 'Υφηγητὴς τῆς Νευρολογίας ἐν τῷ 'Εθν. Πανεπιστημίῳ. <box>808 1356 1058 1427</box>
paragraph: — 'Ενθυμεῖσθε ὅτι πρὸ τεσσάρων ἐτῶν ἀπέθανεν ἡ σύζυγός μου; <box>1355 834 1568 865</box>
